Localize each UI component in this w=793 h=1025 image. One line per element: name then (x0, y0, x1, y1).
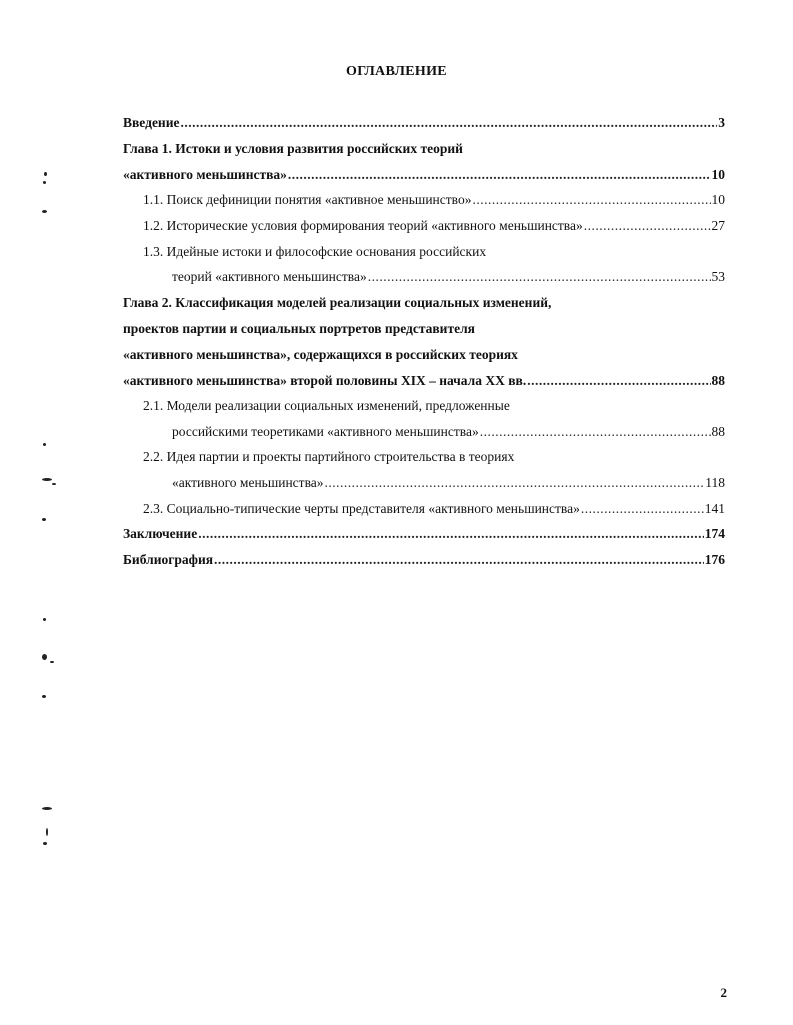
toc-label: 1.2. Исторические условия формирования теорий «активного меньшинства» (143, 218, 583, 233)
toc-entry-ch2-line1[interactable] (123, 294, 551, 312)
scan-artifact (43, 443, 46, 446)
scan-artifact (43, 842, 47, 845)
toc-page: 53 (711, 269, 725, 284)
toc-entry-1-1[interactable] (143, 191, 725, 209)
toc-leader (198, 525, 704, 543)
scan-artifact (46, 828, 48, 836)
scan-artifact (43, 181, 46, 184)
toc-leader (180, 114, 717, 132)
toc-entry-1-2[interactable] (143, 217, 725, 235)
page-number: 2 (720, 985, 727, 1000)
toc-entry-2-2[interactable] (172, 474, 725, 492)
toc-entry-2-1[interactable] (172, 423, 725, 441)
toc-page: 118 (705, 475, 725, 490)
toc-entry-intro[interactable] (123, 114, 725, 132)
toc-page: 27 (711, 218, 725, 233)
toc-entry-1-3[interactable] (172, 268, 725, 286)
toc-leader (584, 217, 711, 235)
toc-leader (325, 474, 705, 492)
toc-label: Заключение (123, 526, 198, 541)
scan-artifact (42, 518, 46, 521)
toc-label: 2.3. Социально-типические черты представителя «активного меньшинства» (143, 501, 580, 516)
toc-label: «активного меньшинства» второй половины XIX – начала XX вв. (123, 373, 527, 388)
toc-entry-ch1-line1[interactable] (123, 140, 463, 158)
scan-artifact (42, 695, 46, 698)
scan-artifact (52, 483, 56, 485)
toc-label: Библиография (123, 552, 214, 567)
toc-entry-2-1-line1[interactable] (143, 397, 510, 415)
toc-entry-bibliography[interactable] (123, 551, 725, 569)
toc-label: 2.1. Модели реализации социальных изменений, предложенные (143, 398, 510, 413)
scan-artifact (42, 210, 47, 213)
scan-artifact (50, 661, 54, 663)
scan-artifact (43, 618, 46, 621)
page-title: ОГЛАВЛЕНИЕ (346, 64, 447, 79)
toc-label: 1.1. Поиск дефиниции понятия «активное меньшинство» (143, 192, 472, 207)
toc-page: 88 (711, 373, 725, 388)
toc-label: теорий «активного меньшинства» (172, 269, 367, 284)
toc-entry-ch2-line3[interactable] (123, 346, 518, 364)
toc-page: 176 (704, 552, 725, 567)
scan-artifact (42, 807, 52, 810)
toc-label: проектов партии и социальных портретов представителя (123, 321, 475, 336)
toc-leader (288, 166, 711, 184)
toc-leader (527, 372, 710, 390)
toc-leader (581, 500, 704, 518)
toc-entry-conclusion[interactable] (123, 525, 725, 543)
toc-label: «активного меньшинства» (172, 475, 324, 490)
toc-page: 141 (704, 501, 725, 516)
scan-artifact (44, 172, 47, 176)
toc-label: Введение (123, 115, 180, 130)
scan-artifact (42, 478, 52, 481)
toc-label: «активного меньшинства», содержащихся в российских теориях (123, 347, 518, 362)
toc-entry-2-3[interactable] (143, 500, 725, 518)
toc-entry-2-2-line1[interactable] (143, 448, 514, 466)
toc-entry-ch2[interactable] (123, 372, 725, 390)
toc-entry-ch1[interactable] (123, 166, 725, 184)
toc-label: Глава 1. Истоки и условия развития российских теорий (123, 141, 463, 156)
toc-label: 2.2. Идея партии и проекты партийного строительства в теориях (143, 449, 515, 464)
toc-page: 10 (711, 192, 725, 207)
toc-page: 174 (704, 526, 725, 541)
toc-label: Глава 2. Классификация моделей реализации социальных изменений, (123, 295, 552, 310)
toc-page: 3 (718, 115, 725, 130)
toc-leader (480, 423, 711, 441)
toc-leader (368, 268, 711, 286)
toc-label: «активного меньшинства» (123, 167, 287, 182)
toc-entry-1-3-line1[interactable] (143, 243, 486, 261)
toc-page: 10 (711, 167, 725, 182)
toc-page: 88 (711, 424, 725, 439)
toc-leader (214, 551, 704, 569)
toc-label: 1.3. Идейные истоки и философские основания российских (143, 244, 487, 259)
scan-artifact (42, 654, 47, 660)
toc-leader (472, 191, 710, 209)
toc-label: российскими теоретиками «активного меньшинства» (172, 424, 479, 439)
toc-entry-ch2-line2[interactable] (123, 320, 475, 338)
